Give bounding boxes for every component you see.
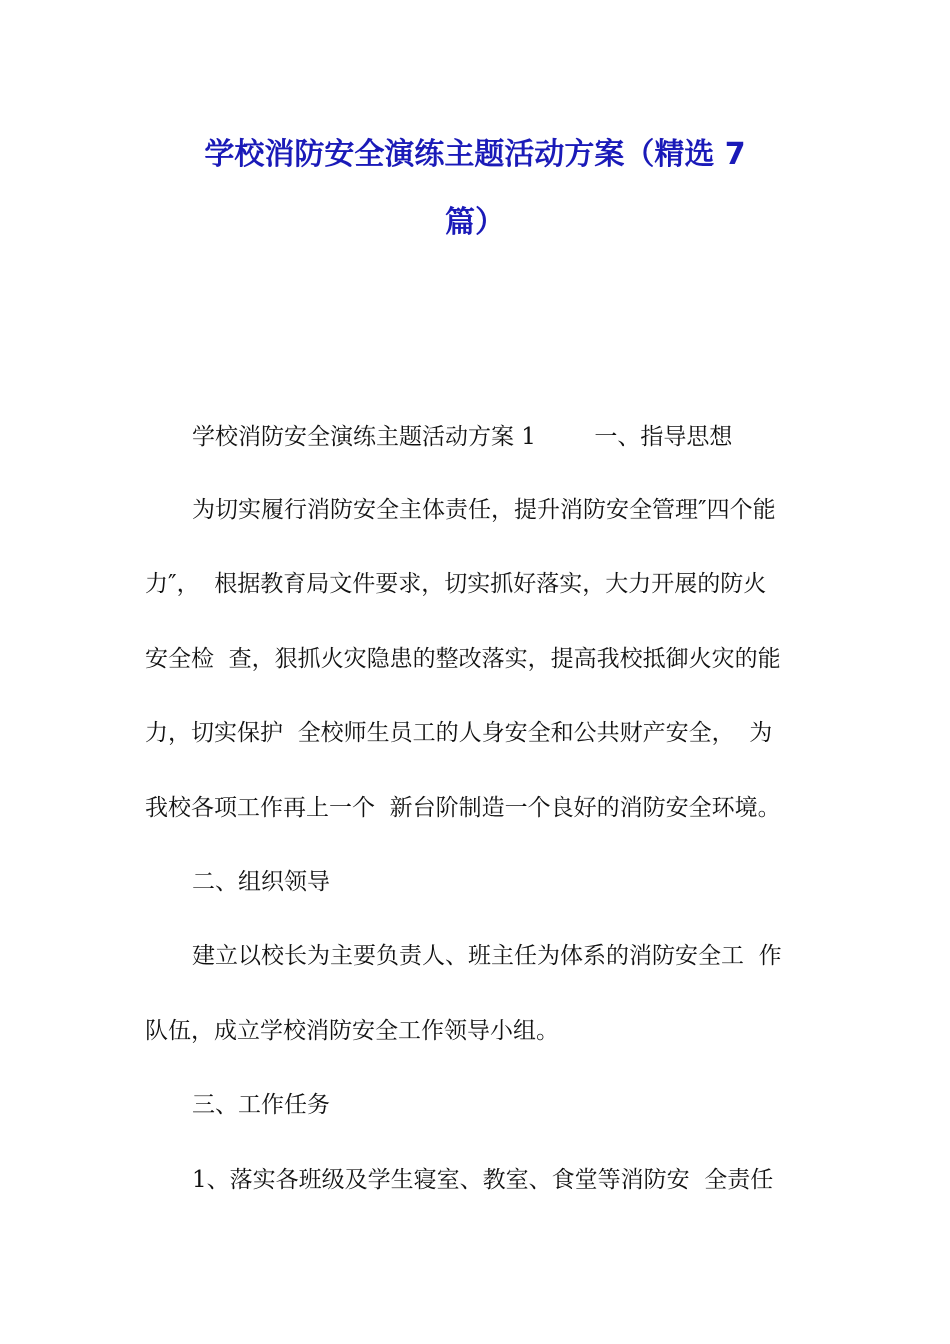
paragraph-line: 力″， 根据教育局文件要求，切实抓好落实，大力开展的防火 (145, 571, 767, 597)
document-title-line-2: 篇） (445, 205, 505, 240)
paragraph-line: 力，切实保护 全校师生员工的人身安全和公共财产安全， 为 (145, 720, 773, 746)
paragraph-line: 我校各项工作再上一个 新台阶制造一个良好的消防安全环境。 (145, 795, 781, 821)
document-title-line-1: 学校消防安全演练主题活动方案（精选 7 (204, 137, 746, 172)
paragraph-heading-guiding-thought: 学校消防安全演练主题活动方案 1 一、指导思想 (192, 424, 733, 450)
paragraph-line: 队伍，成立学校消防安全工作领导小组。 (145, 1018, 559, 1044)
paragraph-line: 安全检 查，狠抓火灾隐患的整改落实，提高我校抵御火灾的能 (145, 646, 781, 672)
paragraph-line: 1、落实各班级及学生寝室、教室、食堂等消防安 全责任 (192, 1167, 774, 1193)
section-heading-tasks: 三、工作任务 (192, 1092, 330, 1118)
paragraph-line: 为切实履行消防安全主体责任，提升消防安全管理″四个能 (192, 497, 776, 523)
paragraph-line: 建立以校长为主要负责人、班主任为体系的消防安全工 作 (192, 943, 782, 969)
section-heading-organization: 二、组织领导 (192, 869, 330, 895)
